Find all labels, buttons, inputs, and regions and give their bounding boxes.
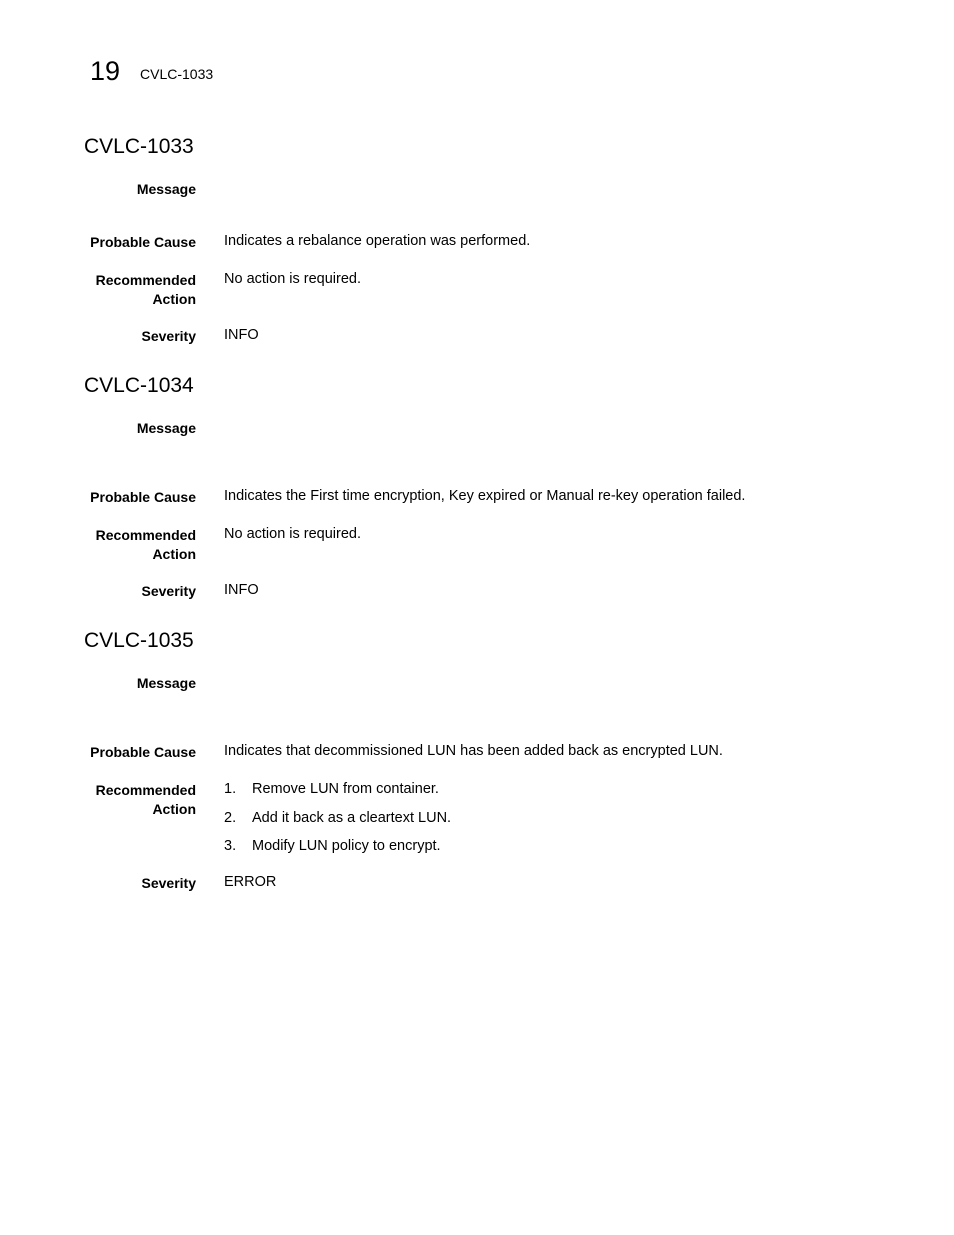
- recommended-action-label-line1: Recommended: [95, 272, 196, 288]
- step-number: 1.: [224, 781, 237, 797]
- section-title: CVLC-1033: [84, 135, 194, 158]
- message-label: Message: [136, 181, 196, 197]
- probable-cause-label: Probable Cause: [90, 234, 196, 250]
- probable-cause-label: Probable Cause: [90, 744, 196, 760]
- recommended-action-label-line2: Action: [152, 291, 196, 307]
- probable-cause-value: Indicates that decommissioned LUN has been added back as encrypted LUN.: [224, 743, 723, 759]
- chapter-number: 19: [90, 56, 121, 86]
- severity-value: INFO: [224, 327, 259, 343]
- recommended-action-label-line2: Action: [152, 546, 196, 562]
- severity-value: INFO: [224, 582, 259, 598]
- recommended-action-label-line1: Recommended: [95, 782, 196, 798]
- running-title: CVLC-1033: [140, 66, 214, 82]
- probable-cause-value: Indicates a rebalance operation was performed.: [224, 233, 531, 249]
- recommended-action-value: No action is required.: [224, 526, 362, 542]
- step-number: 2.: [224, 809, 237, 826]
- message-label: Message: [136, 675, 196, 691]
- step-text: Remove LUN from container.: [252, 781, 439, 797]
- recommended-action-label-line2: Action: [152, 801, 196, 817]
- recommended-action-label-line1: Recommended: [95, 527, 196, 543]
- message-label: Message: [136, 420, 196, 436]
- recommended-action-value: No action is required.: [224, 271, 362, 287]
- section-title: CVLC-1035: [84, 629, 194, 652]
- severity-label: Severity: [141, 583, 196, 599]
- severity-value: ERROR: [224, 874, 277, 890]
- probable-cause-label: Probable Cause: [90, 489, 196, 505]
- step-text: Modify LUN policy to encrypt.: [252, 838, 441, 854]
- severity-label: Severity: [141, 875, 196, 891]
- severity-label: Severity: [141, 328, 196, 344]
- step-text: Add it back as a cleartext LUN.: [252, 809, 452, 826]
- step-number: 3.: [224, 838, 237, 854]
- section-title: CVLC-1034: [84, 374, 194, 397]
- probable-cause-value: Indicates the First time encryption, Key expired or Manual re-key operation failed.: [224, 488, 746, 504]
